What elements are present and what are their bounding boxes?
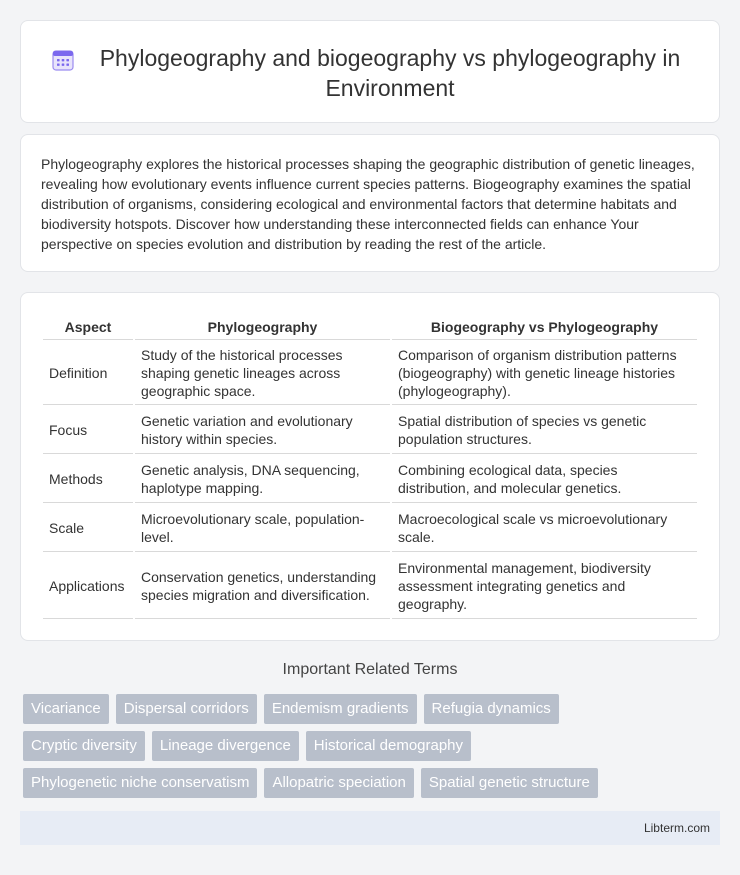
- title-card: [20, 20, 720, 123]
- table-row: [43, 456, 697, 503]
- comparison-card: [20, 292, 720, 641]
- related-term-tag[interactable]: Historical demography: [306, 731, 471, 761]
- related-term-tag[interactable]: Cryptic diversity: [23, 731, 145, 761]
- related-term-tag[interactable]: Refugia dynamics: [424, 694, 559, 724]
- row-comparison: Combining ecological data, species distribution, and molecular genetics.: [392, 456, 697, 503]
- related-term-tag[interactable]: Lineage divergence: [152, 731, 299, 761]
- calendar-icon: [51, 48, 75, 72]
- row-aspect: Focus: [43, 407, 133, 454]
- related-terms-title: Important Related Terms: [282, 661, 458, 678]
- related-terms-row: [23, 731, 471, 761]
- related-term-tag[interactable]: Vicariance: [23, 694, 109, 724]
- header-phylogeography: Phylogeography: [135, 315, 390, 340]
- related-term-tag[interactable]: Allopatric speciation: [264, 768, 413, 798]
- related-term-tag[interactable]: Dispersal corridors: [116, 694, 257, 724]
- row-aspect: Definition: [43, 342, 133, 405]
- table-row: [43, 505, 697, 552]
- header-aspect: Aspect: [43, 315, 133, 340]
- related-term-tag[interactable]: Spatial genetic structure: [421, 768, 598, 798]
- row-phylogeography: Genetic variation and evolutionary history within species.: [135, 407, 390, 454]
- row-aspect: Scale: [43, 505, 133, 552]
- header-biogeography-vs-phylogeography: Biogeography vs Phylogeography: [392, 315, 697, 340]
- intro-card: [20, 134, 720, 272]
- row-comparison: Macroecological scale vs microevolutionary scale.: [392, 505, 697, 552]
- row-aspect: Methods: [43, 456, 133, 503]
- table-header-row: [43, 315, 697, 340]
- page-title: Phylogeography and biogeography vs phylogeography in Environment: [99, 45, 681, 101]
- related-term-tag[interactable]: Endemism gradients: [264, 694, 417, 724]
- related-terms-row: [23, 768, 598, 798]
- row-aspect: Applications: [43, 554, 133, 619]
- row-comparison: Comparison of organism distribution patterns (biogeography) with genetic lineage histories (phylogeography).: [392, 342, 697, 405]
- table-row: [43, 407, 697, 454]
- row-phylogeography: Study of the historical processes shaping genetic lineages across geographic space.: [135, 342, 390, 405]
- comparison-table: [41, 313, 699, 621]
- footer-site-link[interactable]: Libterm.com: [643, 821, 710, 835]
- intro-paragraph: Phylogeography explores the historical processes shaping the geographic distribution of genetic lineages, revealing how evolutionary events influence current species patterns. Biogeography examines the spatial distribution of organisms, considering ecological and environmental factors that determine habitats and biodiversity hotspots. Discover how understanding these interconnected fields can enhance Your perspective on species evolution and distribution by reading the rest of the article.: [41, 156, 695, 252]
- table-row: [43, 342, 697, 405]
- related-term-tag[interactable]: Phylogenetic niche conservatism: [23, 768, 257, 798]
- row-phylogeography: Genetic analysis, DNA sequencing, haplotype mapping.: [135, 456, 390, 503]
- row-phylogeography: Conservation genetics, understanding species migration and diversification.: [135, 554, 390, 619]
- row-comparison: Environmental management, biodiversity assessment integrating genetics and geography.: [392, 554, 697, 619]
- table-row: [43, 554, 697, 619]
- related-terms-row: [23, 694, 559, 724]
- row-phylogeography: Microevolutionary scale, population-level.: [135, 505, 390, 552]
- footer: [20, 811, 720, 845]
- row-comparison: Spatial distribution of species vs genetic population structures.: [392, 407, 697, 454]
